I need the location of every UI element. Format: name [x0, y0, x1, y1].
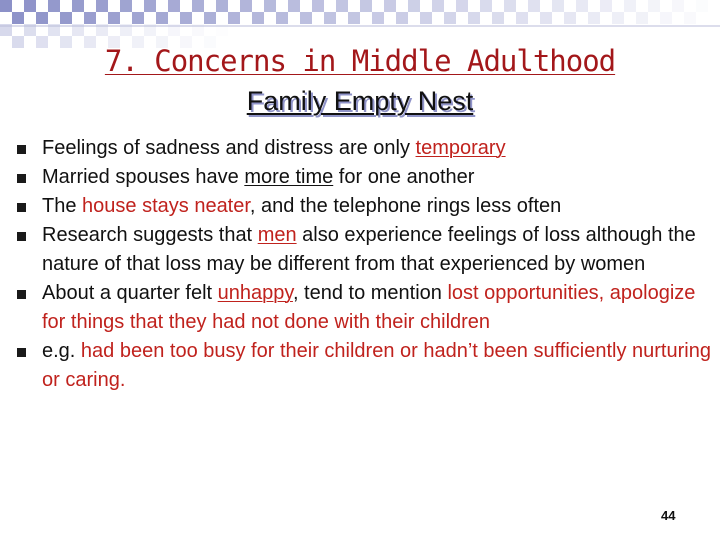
bullet-item-5 — [42, 279, 712, 337]
bullet-item-4 — [42, 221, 712, 279]
bullet-text: Feelings of sadness and distress are only — [42, 137, 416, 159]
checkered-corner-decoration — [0, 0, 720, 50]
bullet-highlight: more time — [244, 166, 334, 188]
bullet-highlight: house stays neater — [82, 195, 250, 217]
bullet-highlight: men — [257, 224, 297, 246]
square-bullet-icon — [17, 145, 26, 154]
bullet-text: The — [42, 195, 83, 217]
bullet-text: also experience feelings of loss although the nature of that loss may be different from that experienced by women — [42, 224, 696, 275]
bullet-highlight: unhappy — [217, 282, 293, 304]
bullet-text: for one another — [333, 166, 475, 188]
square-bullet-icon — [17, 174, 26, 183]
bullet-item-3 — [42, 192, 712, 221]
bullet-text: , and the telephone rings less often — [249, 195, 562, 217]
bullet-text: e.g. — [42, 340, 81, 362]
bullet-highlight: had been too busy for their children or hadn’t been sufficiently nurturing or caring. — [42, 340, 711, 391]
bullet-item-6 — [42, 337, 712, 395]
bullet-text: Married spouses have — [42, 166, 245, 188]
bullet-text: About a quarter felt — [42, 282, 218, 304]
slide-subtitle: Family Empty Nest — [246, 86, 474, 116]
bullet-item-2 — [42, 163, 712, 192]
page-number: 44 — [661, 508, 676, 523]
bullet-list — [42, 134, 712, 395]
slide-title: 7. Concerns in Middle Adulthood — [104, 44, 616, 78]
square-bullet-icon — [17, 232, 26, 241]
square-bullet-icon — [17, 348, 26, 357]
bullet-highlight: lost opportunities, apologize for things that they had not done with their children — [42, 282, 696, 333]
bullet-text: , tend to mention — [292, 282, 448, 304]
bullet-highlight: temporary — [415, 137, 506, 159]
bullet-text: Research suggests that — [42, 224, 258, 246]
bullet-item-1 — [42, 134, 712, 163]
square-bullet-icon — [17, 290, 26, 299]
square-bullet-icon — [17, 203, 26, 212]
